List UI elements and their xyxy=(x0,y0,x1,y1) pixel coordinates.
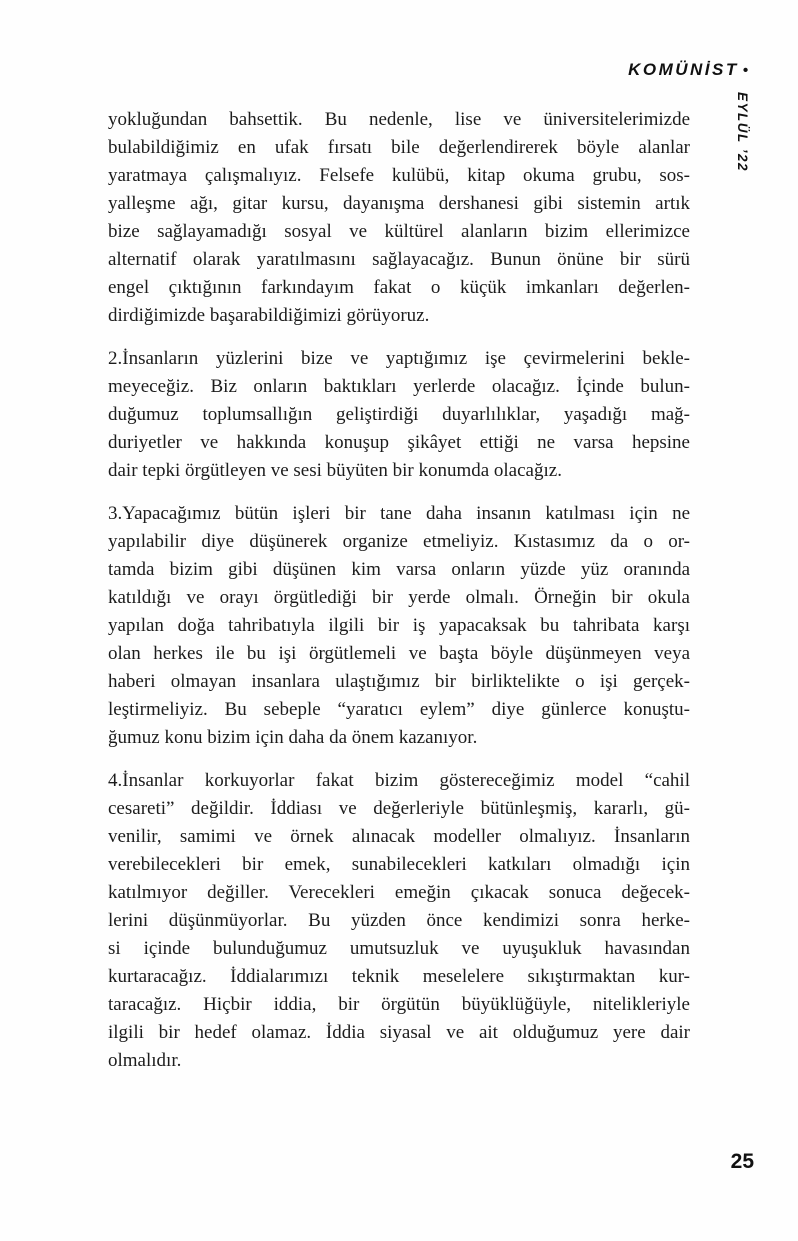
paragraph xyxy=(108,345,690,485)
text-line: 2.İnsanların yüzlerini bize ve yaptığımız işe çevirmelerini bekle- xyxy=(108,348,690,369)
paragraph xyxy=(108,106,690,330)
page-number: 25 xyxy=(730,1150,754,1173)
text-line: ilgili bir hedef olamaz. İddia siyasal ve ait olduğumuz yere dair xyxy=(108,1022,690,1043)
text-line: yalleşme ağı, gitar kursu, dayanışma dershanesi gibi sistemin artık xyxy=(108,193,690,214)
paragraph xyxy=(108,767,690,1075)
text-line: engel çıktığının farkındayım fakat o küçük imkanları değerlen- xyxy=(108,277,690,298)
text-line: yokluğundan bahsettik. Bu nedenle, lise ve üniversitelerimizde xyxy=(108,109,690,130)
text-line: yapılan doğa tahribatıyla ilgili bir iş yapacaksak bu tahribata karşı xyxy=(108,615,690,636)
text-line: leştirmeliyiz. Bu sebeple “yaratıcı eylem” diye günlerce konuştu- xyxy=(108,699,690,720)
text-line: bulabildiğimiz en ufak fırsatı bile değerlendirerek böyle alanlar xyxy=(108,137,690,158)
text-line: alternatif olarak yaratılmasını sağlayacağız. Bunun önüne bir sürü xyxy=(108,249,690,270)
text-line: haberi olmayan insanlara ulaştığımız bir birliktelikte o işi gerçek- xyxy=(108,671,690,692)
text-line: yaratmaya çalışmalıyız. Felsefe kulübü, kitap okuma grubu, sos- xyxy=(108,165,690,186)
header-bullet-icon: • xyxy=(742,62,748,79)
text-line: verebilecekleri bir emek, sunabilecekleri katkıları olmadığı için xyxy=(108,854,690,875)
text-line: duğumuz toplumsallığın geliştirdiği duyarlılıklar, yaşadığı mağ- xyxy=(108,404,690,425)
text-line: dirdiğimizde başarabildiğimizi görüyoruz. xyxy=(108,305,430,326)
magazine-title: KOMÜNİST xyxy=(628,60,739,79)
text-line: 3.Yapacağımız bütün işleri bir tane daha insanın katılması için ne xyxy=(108,503,690,524)
text-line: cesareti” değildir. İddiası ve değerleriyle bütünleşmiş, kararlı, gü- xyxy=(108,798,690,819)
text-line: venilir, samimi ve örnek alınacak modeller olmalıyız. İnsanların xyxy=(108,826,690,847)
text-line: 4.İnsanlar korkuyorlar fakat bizim göstereceğimiz model “cahil xyxy=(108,770,690,791)
issue-date-vertical: EYLÜL ’22 xyxy=(735,92,750,173)
text-line: yapılabilir diye düşünerek organize etmeliyiz. Kıstasımız da o or- xyxy=(108,531,690,552)
paragraph xyxy=(108,500,690,752)
text-line: ğumuz konu bizim için daha da önem kazanıyor. xyxy=(108,727,478,748)
text-line: dair tepki örgütleyen ve sesi büyüten bir konumda olacağız. xyxy=(108,460,562,481)
page-body xyxy=(108,106,690,1090)
text-line: duriyetler ve hakkında konuşup şikâyet ettiği ne varsa hepsine xyxy=(108,432,690,453)
text-line: katıldığı ve orayı örgütlediği bir yerde olmalı. Örneğin bir okula xyxy=(108,587,690,608)
text-line: lerini düşünmüyorlar. Bu yüzden önce kendimizi sonra herke- xyxy=(108,910,690,931)
text-line: olmalıdır. xyxy=(108,1050,182,1071)
text-line: meyeceğiz. Biz onların baktıkları yerlerde olacağız. İçinde bulun- xyxy=(108,376,690,397)
magazine-header xyxy=(628,60,748,80)
text-line: taracağız. Hiçbir iddia, bir örgütün büyüklüğüyle, nitelikleriyle xyxy=(108,994,690,1015)
text-line: si içinde bulunduğumuz umutsuzluk ve uyuşukluk havasından xyxy=(108,938,690,959)
text-line: katılmıyor değiller. Verecekleri emeğin çıkacak sonuca değecek- xyxy=(108,882,690,903)
text-line: olan herkes ile bu işi örgütlemeli ve başta böyle düşünmeyen veya xyxy=(108,643,690,664)
text-line: bize sağlayamadığı sosyal ve kültürel alanların bizim ellerimizce xyxy=(108,221,690,242)
text-line: tamda bizim gibi düşünen kim varsa onların yüzde yüz oranında xyxy=(108,559,690,580)
text-line: kurtaracağız. İddialarımızı teknik meselelere sıkıştırmaktan kur- xyxy=(108,966,690,987)
